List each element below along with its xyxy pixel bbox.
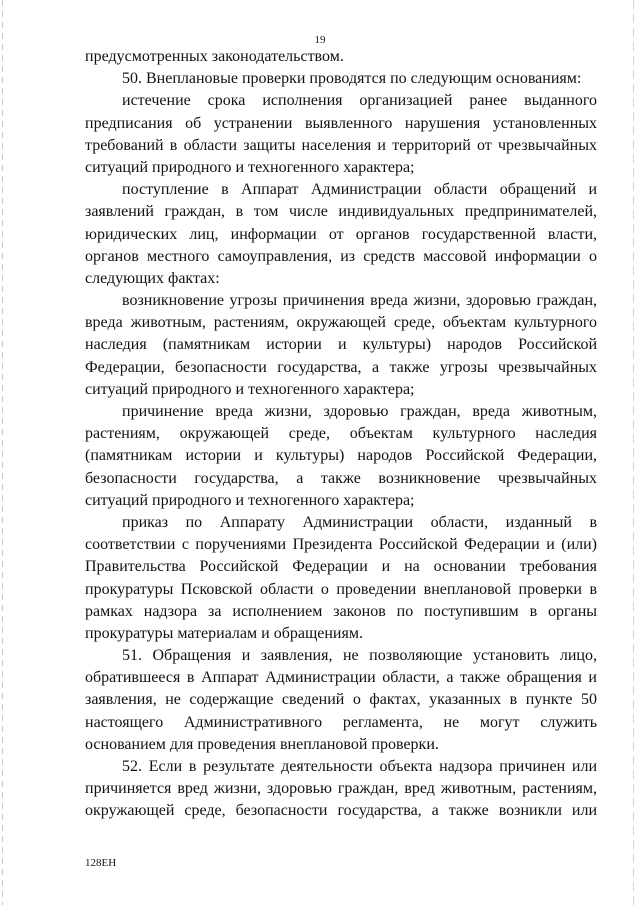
text-line: органов местного самоуправления, из средств массовой информации о <box>85 247 597 265</box>
text-line: заявления, не содержащие сведений о фактах, указанных в пункте 50 <box>85 691 597 709</box>
text-line: (памятникам истории и культуры) народов Российской Федерации, <box>85 447 597 465</box>
text-line: обратившееся в Аппарат Администрации области, а также обращения и <box>85 669 597 687</box>
text-line: требований в области защиты населения и территорий от чрезвычайных <box>85 136 597 154</box>
text-line: окружающей среде, безопасности государства, а также возникли или <box>85 802 597 820</box>
text-line: возникновение угрозы причинения вреда жизни, здоровью граждан, <box>122 292 597 310</box>
text-line: вреда животным, растениям, окружающей среде, объектам культурного <box>85 314 597 332</box>
text-line: предусмотренных законодательством. <box>85 48 344 65</box>
text-line: растениям, окружающей среде, объектам культурного наследия <box>85 425 597 443</box>
text-line: причиняется вред жизни, здоровью граждан, вред животным, растениям, <box>85 780 597 798</box>
text-line: настоящего Административного регламента, не могут служить <box>85 713 597 731</box>
text-line: заявлений граждан, в том числе индивидуальных предпринимателей, <box>85 203 597 221</box>
scan-edge-left <box>2 0 3 905</box>
text-line: прокуратуры материалам и обращениям. <box>85 624 363 642</box>
text-line: ситуаций природного и техногенного характера; <box>85 491 415 509</box>
scan-edge-right <box>633 0 634 905</box>
text-line: причинение вреда жизни, здоровью граждан, вреда животным, <box>122 403 597 420</box>
document-body <box>85 46 597 823</box>
text-line: Федерации, безопасности государства, а также угрозы чрезвычайных <box>85 358 597 376</box>
text-line: 52. Если в результате деятельности объекта надзора причинен или <box>122 758 597 775</box>
text-line: поступление в Аппарат Администрации области обращений и <box>122 181 597 199</box>
text-line: рамках надзора за исполнением законов по поступившим в органы <box>85 602 597 620</box>
text-line: предписания об устранении выявленного нарушения установленных <box>85 114 597 132</box>
text-line: приказ по Аппарату Администрации области, изданный в <box>122 513 597 531</box>
text-line: безопасности государства, а также возникновение чрезвычайных <box>85 469 597 487</box>
text-line: 50. Внеплановые проверки проводятся по следующим основаниям: <box>122 70 582 88</box>
text-line: ситуаций природного и техногенного характера; <box>85 158 415 176</box>
text-line: прокуратуры Псковской области о проведении внеплановой проверки в <box>85 580 597 598</box>
text-line: основанием для проведения внеплановой проверки. <box>85 735 439 753</box>
text-line: следующих фактах: <box>85 269 220 287</box>
page-number: 19 <box>314 34 326 46</box>
text-line: 51. Обращения и заявления, не позволяющие установить лицо, <box>122 647 597 665</box>
text-line: юридических лиц, информации от органов государственной власти, <box>85 225 597 243</box>
text-line: ситуаций природного и техногенного характера; <box>85 380 415 398</box>
text-line: Правительства Российской Федерации и на основании требования <box>85 558 597 576</box>
text-line: наследия (памятникам истории и культуры) народов Российской <box>85 336 597 354</box>
footer-code: 128ЕН <box>85 857 117 869</box>
text-line: соответствии с поручениями Президента Российской Федерации и (или) <box>85 536 597 554</box>
text-line: истечение срока исполнения организацией ранее выданного <box>122 92 597 110</box>
